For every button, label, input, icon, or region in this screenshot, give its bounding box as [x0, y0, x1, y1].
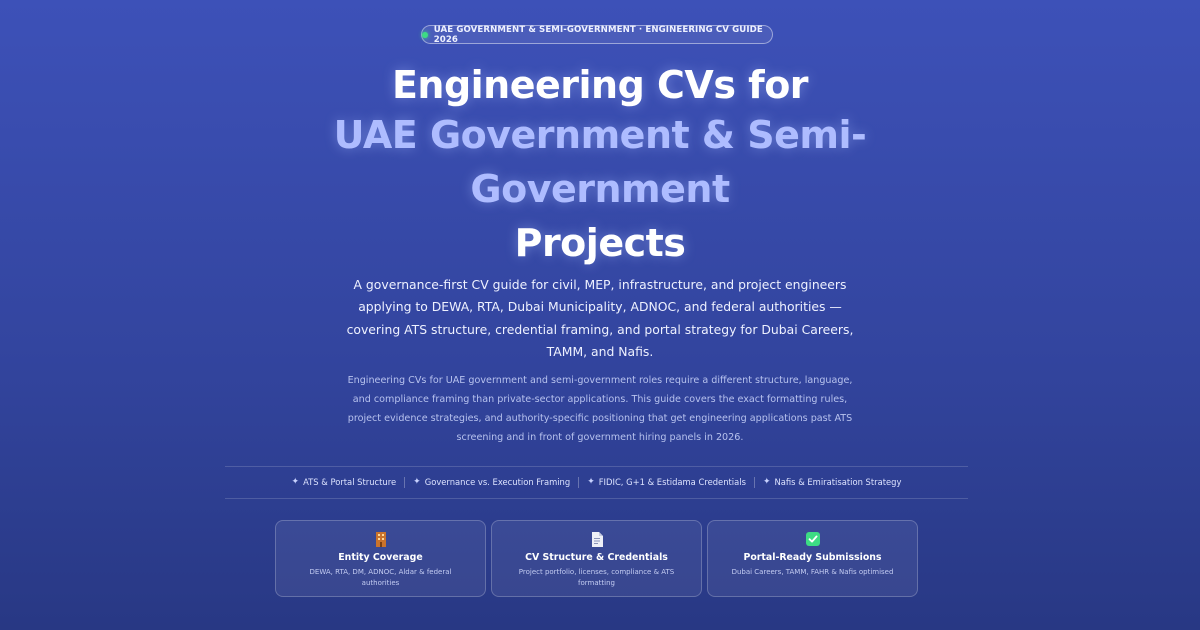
card-entity-coverage — [275, 520, 486, 597]
card-description: Project portfolio, licenses, compliance & ATS formatting — [518, 568, 675, 587]
feature-tag — [579, 477, 754, 487]
title-line-2: UAE Government & Semi- — [333, 113, 867, 157]
badge-text: UAE GOVERNMENT & SEMI-GOVERNMENT · ENGINEERING CV GUIDE 2026 — [433, 24, 763, 45]
sparkle-icon: ✦ — [291, 477, 300, 487]
building-icon — [276, 531, 485, 547]
feature-tag — [755, 477, 910, 487]
sparkle-icon: ✦ — [762, 477, 771, 487]
feature-tags — [225, 470, 968, 494]
title-line-1: Engineering CVs for — [391, 63, 809, 107]
tags-bottom-divider — [225, 498, 968, 499]
card-title: Portal-Ready Submissions — [743, 552, 882, 563]
lead-paragraph: A governance-first CV guide for civil, MEP, infrastructure, and project engineers applying to DEWA, RTA, Dubai Municipality, ADNOC, and federal authorities — covering ATS structure, credential framing, and portal strategy for Dubai Careers, TAMM, and Nafis. — [346, 277, 854, 359]
sparkle-icon: ✦ — [413, 477, 421, 487]
card-description: DEWA, RTA, DM, ADNOC, Aldar & federal authorities — [309, 568, 452, 587]
card-cv-structure — [491, 520, 702, 597]
status-dot-icon — [422, 32, 428, 38]
guide-badge — [421, 25, 773, 44]
title-line-3: Government — [470, 167, 730, 211]
tags-top-divider — [225, 466, 968, 467]
card-title: Entity Coverage — [338, 552, 423, 563]
feature-tag-label: Nafis & Emiratisation Strategy — [774, 477, 902, 487]
feature-tag — [405, 477, 578, 487]
document-icon — [492, 531, 701, 547]
card-portal-ready — [707, 520, 918, 597]
title-line-4: Projects — [514, 221, 686, 265]
card-title: CV Structure & Credentials — [525, 552, 668, 563]
card-description: Dubai Careers, TAMM, FAHR & Nafis optimised — [731, 568, 894, 576]
sparkle-icon: ✦ — [587, 477, 595, 487]
checkmark-icon — [708, 531, 917, 547]
feature-tag — [284, 477, 405, 487]
feature-tag-label: FIDIC, G+1 & Estidama Credentials — [598, 477, 746, 487]
feature-tag-label: ATS & Portal Structure — [303, 477, 397, 487]
description-paragraph: Engineering CVs for UAE government and semi-government roles require a different structure, language, and compliance framing than private-sector applications. This guide covers the exact formatting rules, project evidence strategies, and authority-specific positioning that get engineering applications past ATS screening and in front of government hiring panels in 2026. — [347, 375, 853, 443]
feature-tag-label: Governance vs. Execution Framing — [424, 477, 571, 487]
